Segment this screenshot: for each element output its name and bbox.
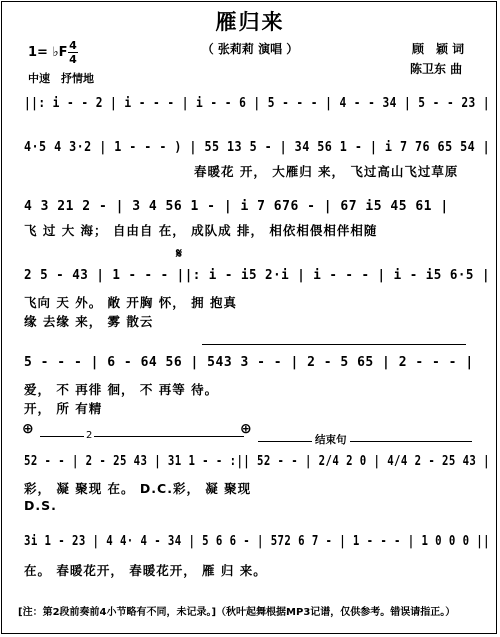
lyric-row-3-verse-1: 飞 过 大 海； 自由自 在， 成队成 排， 相依相偎相伴相随 — [24, 223, 378, 238]
lyricist-credit: 顾 颖 词 — [412, 42, 465, 56]
footer-note: [注：第2段前奏前4小节略有不同，未记录。]（秋叶起舞根据MP3记谱，仅供参考。错误请指正。） — [18, 607, 456, 618]
notation-row-4: 2 5 - 43 | 1 - - - ||: i - i5 2·i | i - - - | i - i5 6·5 | — [24, 268, 491, 283]
meter-top: 4 — [69, 39, 77, 52]
segno-sign: 𝄋 — [176, 246, 183, 262]
lyric-row-4-verse-2: 缘 去缘 来， 雾 散云 — [24, 314, 154, 329]
tempo-marking: 中速 抒情地 — [28, 72, 94, 85]
meter-bottom: 4 — [69, 53, 77, 66]
notation-row-7: 3i 1 - 23 | 4 4· 4 - 34 | 5 6 6 - | 572 6 7 - | 1 - - - | 1 0 0 0 || — [24, 534, 490, 549]
notation-row-6: 52 - - | 2 - 25 43 | 31 1 - - :|| 52 - - | 2/4 2 0 | 4/4 2 - 25 43 | — [24, 454, 490, 469]
coda-sign-left: ⊕ — [22, 421, 34, 437]
bar-number-label: 2 — [86, 430, 93, 441]
repeat-span-line — [40, 436, 244, 437]
lyric-row-6-verse-2: D.S. — [24, 498, 57, 513]
notation-row-1: ||: i - - 2 | i - - - | i - - 6 | 5 - - - | 4 - - 34 | 5 - - 23 | — [24, 96, 491, 111]
composer-credit: 陈卫东 曲 — [410, 62, 463, 76]
time-signature — [68, 40, 78, 65]
end-phrase-line — [258, 441, 472, 442]
lyric-row-6-verse-1: 彩， 凝 聚现 在。 D.C.彩， 凝 聚现 — [24, 481, 252, 496]
key-signature: 1= ♭F — [28, 45, 68, 60]
notation-row-3: 4 3 21 2 - | 3 4 56 1 - | i 7 676 - | 67 i5 45 61 | — [24, 199, 449, 214]
song-title: 雁归来 — [215, 10, 285, 34]
end-phrase-label: 结束句 — [312, 432, 350, 447]
volta-bracket-line — [202, 344, 466, 345]
lyric-row-5-verse-2: 开， 所 有精 — [24, 401, 103, 416]
notation-row-5: 5 - - - | 6 - 64 56 | 543 3 - - | 2 - 5 65 | 2 - - - | — [24, 355, 474, 370]
lyric-row-7-verse-1: 在。 春暖花开， 春暖花开， 雁 归 来。 — [24, 563, 267, 578]
notation-row-2: 4·5 4 3·2 | 1 - - - ) | 55 13 5 - | 34 56 1 - | i 7 76 65 54 | — [24, 140, 491, 155]
singer-credit: （ 张莉莉 演唱 ） — [201, 42, 299, 56]
lyric-row-2-verse-1: 春暖花 开， 大雁归 来， 飞过高山飞过草原 — [194, 164, 459, 179]
coda-sign-right: ⊕ — [240, 421, 252, 437]
lyric-row-4-verse-1: 飞向 天 外。 敞 开胸 怀， 拥 抱真 — [24, 295, 237, 310]
lyric-row-5-verse-1: 爱， 不 再徘 徊， 不 再等 待。 — [24, 382, 219, 397]
